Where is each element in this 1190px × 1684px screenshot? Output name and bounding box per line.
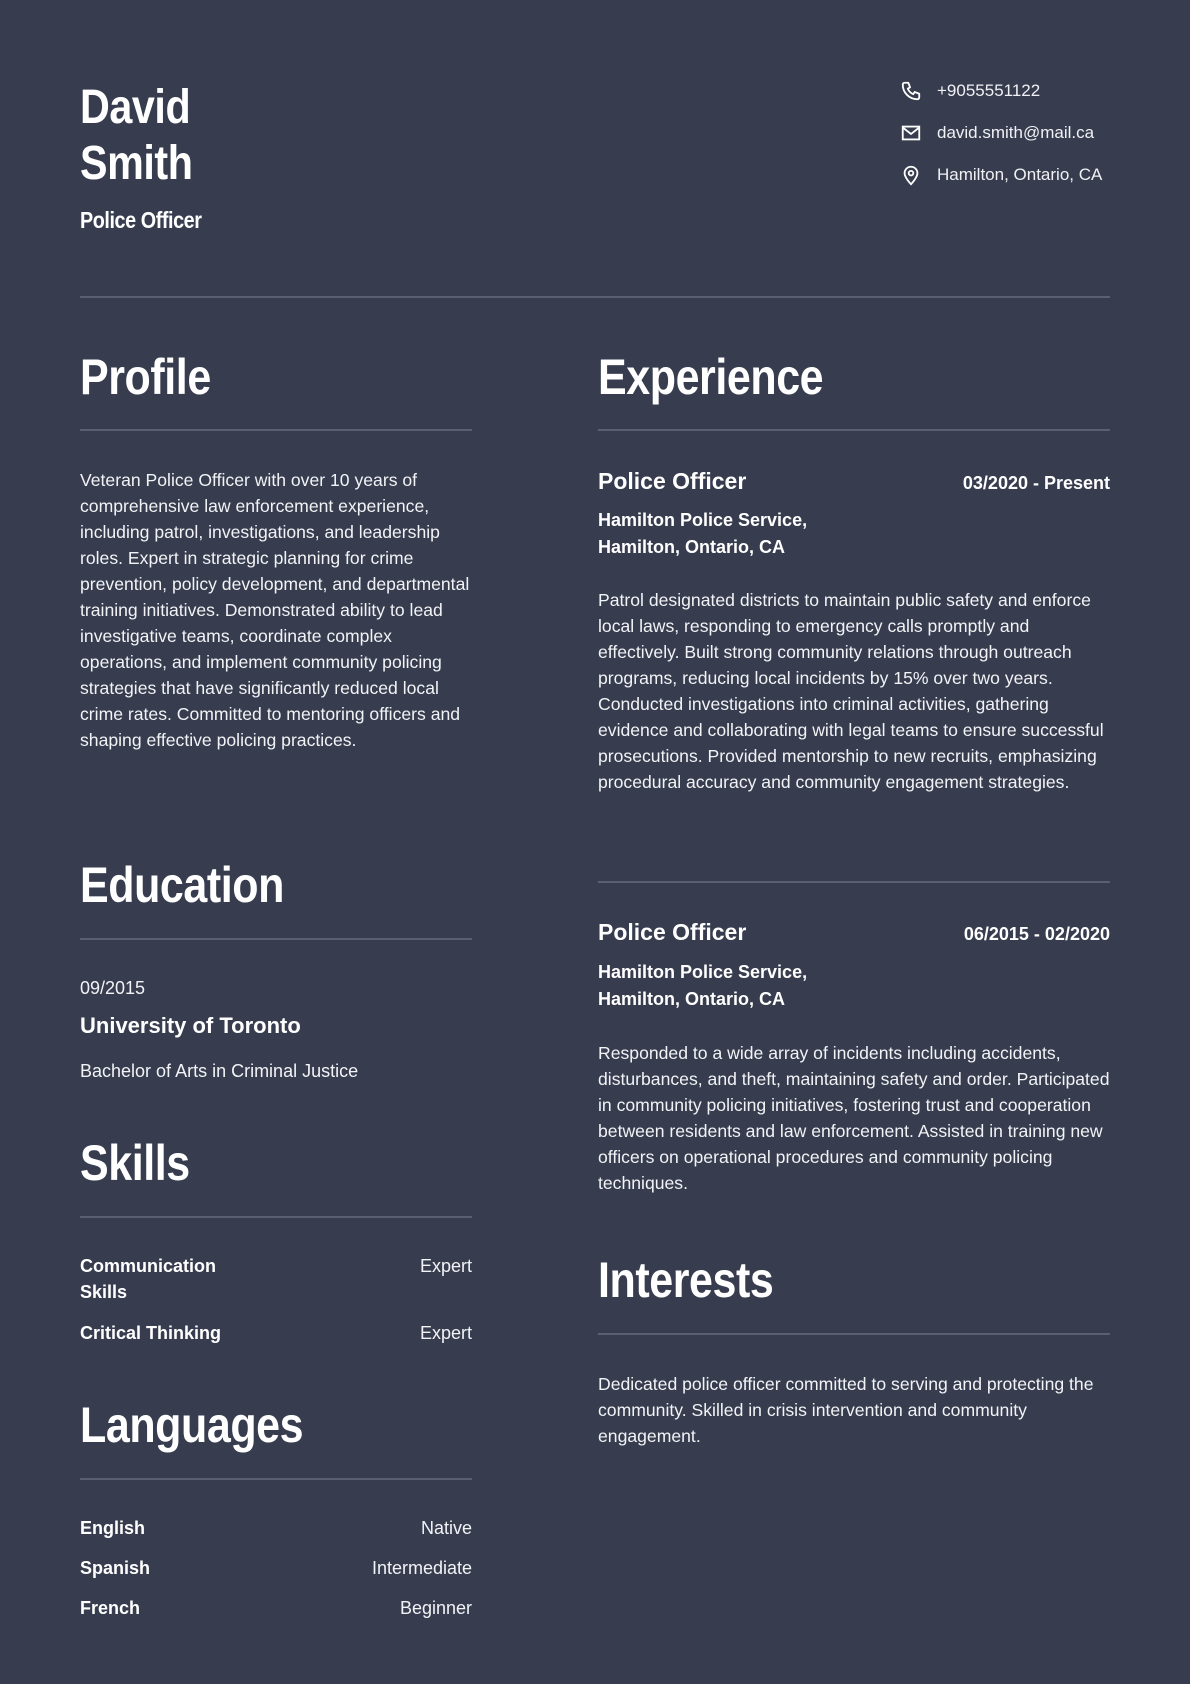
profile-divider xyxy=(80,429,472,431)
job-description: Patrol designated districts to maintain public safety and enforce local laws, responding to emergency calls promptly and effectively. Built strong community relations through outreach programs, reducing local incidents by 15% over two years. Conducted investigations into criminal activities, gathering evidence and collaborating with legal teams to ensure successful prosecutions. Provided mentorship to new recruits, emphasizing procedural accuracy and community engagement strategies. xyxy=(598,590,1104,792)
first-name: David xyxy=(80,81,191,134)
skills-heading: Skills xyxy=(80,1135,190,1191)
languages-heading: Languages xyxy=(80,1397,304,1453)
job-title: Police Officer xyxy=(80,207,202,233)
skill-level: Expert xyxy=(419,1256,472,1276)
location-pin-icon xyxy=(900,164,922,186)
skill-row xyxy=(80,1253,472,1305)
skill-name: Critical Thinking xyxy=(80,1323,222,1343)
language-row xyxy=(80,1595,472,1621)
job-company xyxy=(598,507,1110,561)
languages-divider xyxy=(80,1478,472,1480)
contact-phone xyxy=(900,79,1110,103)
education-degree: Bachelor of Arts in Criminal Justice xyxy=(80,1061,359,1081)
language-level: Intermediate xyxy=(371,1558,472,1578)
skill-row xyxy=(80,1320,472,1346)
education-heading: Education xyxy=(80,857,284,913)
job-description: Responded to a wide array of incidents including accidents, disturbances, and theft, maintaining safety and order. Participated in community policing initiatives, fostering trust and cooperation between residents and law enforcement. Assisted in training new officers on operational procedures and community policing techniques. xyxy=(598,1043,1110,1193)
interests-divider xyxy=(598,1333,1110,1335)
skill-level: Expert xyxy=(419,1323,472,1343)
language-level: Native xyxy=(420,1518,472,1538)
profile-heading: Profile xyxy=(80,349,211,405)
education-date: 09/2015 xyxy=(80,978,146,998)
email-text: david.smith@mail.ca xyxy=(937,123,1095,142)
skill-name: Communication Skills xyxy=(80,1256,217,1302)
job-company-name: Hamilton Police Service, xyxy=(598,510,808,530)
language-name: English xyxy=(80,1518,146,1538)
language-name: French xyxy=(80,1598,141,1618)
job-divider xyxy=(598,881,1110,883)
language-row xyxy=(80,1515,472,1541)
job-dates: 06/2015 - 02/2020 xyxy=(963,924,1110,944)
experience-divider xyxy=(598,429,1110,431)
phone-text: +9055551122 xyxy=(937,81,1041,100)
job-dates: 03/2020 - Present xyxy=(962,473,1110,493)
job-title: Police Officer xyxy=(598,919,747,945)
interests-text: Dedicated police officer committed to serving and protecting the community. Skilled in crisis intervention and community engagement. xyxy=(598,1374,1094,1446)
job-header xyxy=(598,918,1110,946)
job-company-location: Hamilton, Ontario, CA xyxy=(598,537,786,557)
language-name: Spanish xyxy=(80,1558,151,1578)
job-company-location: Hamilton, Ontario, CA xyxy=(598,989,786,1009)
profile-text: Veteran Police Officer with over 10 years of comprehensive law enforcement experience, including patrol, investigations, and leadership roles. Expert in strategic planning for crime prevention, policy development, and departmental training initiatives. Demonstrated ability to lead investigative teams, coordinate complex operations, and implement community policing strategies that have significantly reduced local crime rates. Committed to mentoring officers and shaping effective policing practices. xyxy=(80,470,470,750)
language-level: Beginner xyxy=(399,1598,472,1618)
education-divider xyxy=(80,938,472,940)
contact-location xyxy=(900,163,1110,187)
contact-email xyxy=(900,121,1110,145)
job-company xyxy=(598,959,1110,1013)
location-text: Hamilton, Ontario, CA xyxy=(937,165,1103,184)
skills-divider xyxy=(80,1216,472,1218)
header-divider xyxy=(80,296,1110,298)
job-title: Police Officer xyxy=(598,468,747,494)
language-row xyxy=(80,1555,472,1581)
mail-icon xyxy=(900,122,922,144)
experience-heading: Experience xyxy=(598,349,824,405)
job-company-name: Hamilton Police Service, xyxy=(598,962,808,982)
job-header xyxy=(598,467,1110,495)
interests-heading: Interests xyxy=(598,1252,774,1308)
phone-icon xyxy=(900,80,922,102)
last-name: Smith xyxy=(80,137,193,190)
education-school: University of Toronto xyxy=(80,1013,301,1038)
